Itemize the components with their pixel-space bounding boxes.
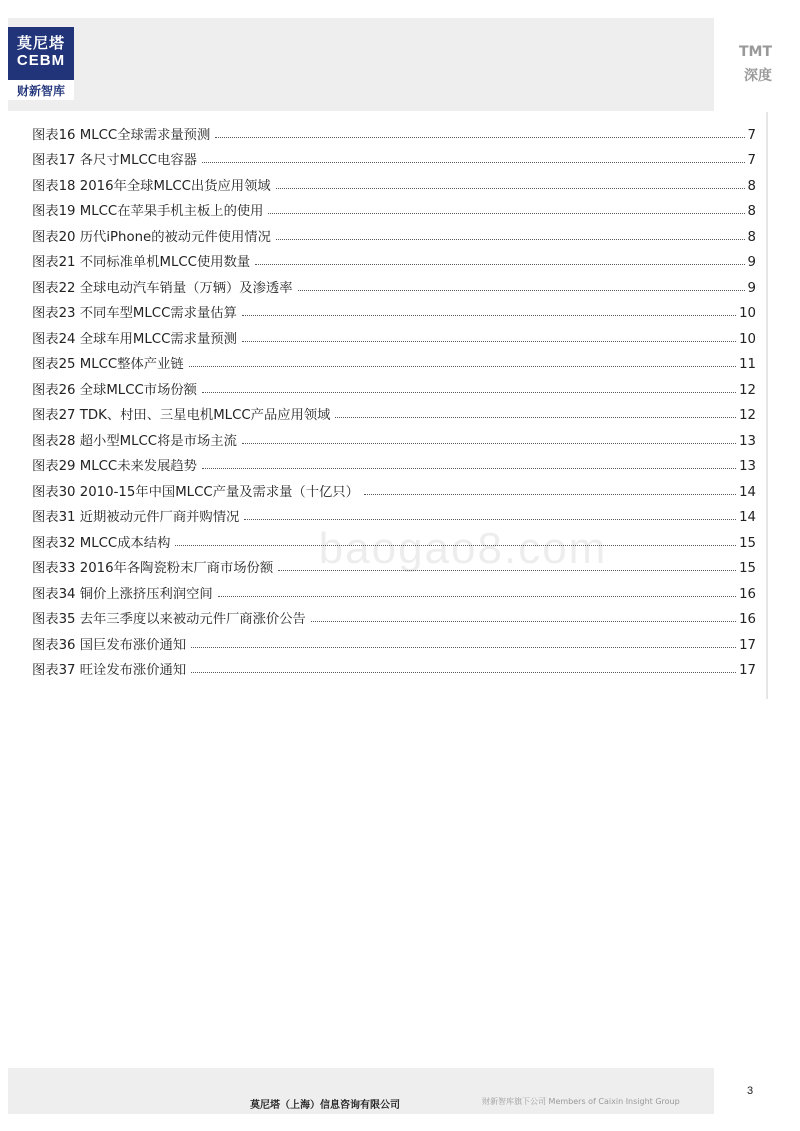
- toc-entry-title: 图表24 全球车用MLCC需求量预测: [32, 331, 237, 347]
- toc-dot-leader: [242, 315, 736, 316]
- toc-entry[interactable]: [32, 117, 756, 143]
- toc-entry-page: 8: [747, 178, 756, 194]
- toc-dot-leader: [242, 443, 736, 444]
- report-sector: TMT: [738, 44, 772, 60]
- toc-dot-leader: [218, 596, 736, 597]
- toc-entry[interactable]: [32, 270, 756, 296]
- toc-entry-title: 图表22 全球电动汽车销量（万辆）及渗透率: [32, 280, 293, 296]
- report-category-tag: [712, 40, 772, 88]
- toc-entry-title: 图表31 近期被动元件厂商并购情况: [32, 510, 240, 525]
- logo-mark: [8, 27, 74, 80]
- toc-entry-title: 图表34 铜价上涨挤压利润空间: [32, 586, 213, 602]
- report-type: 深度: [744, 68, 772, 84]
- toc-entry[interactable]: [32, 321, 756, 347]
- toc-entry[interactable]: [32, 168, 756, 194]
- footer-group-note: 财新智库旗下公司 Members of Caixin Insight Group: [482, 1097, 680, 1106]
- toc-entry-title: 图表28 超小型MLCC将是市场主流: [32, 433, 237, 449]
- toc-entry-title: 图表21 不同标准单机MLCC使用数量: [32, 255, 251, 270]
- toc-entry-title: 图表23 不同车型MLCC需求量估算: [32, 306, 237, 321]
- toc-entry-page: 11: [739, 357, 756, 372]
- toc-entry-page: 16: [739, 612, 756, 627]
- toc-entry-page: 12: [739, 408, 756, 423]
- toc-entry[interactable]: [32, 449, 756, 475]
- toc-entry-page: 7: [747, 127, 756, 143]
- figure-index-list: [32, 117, 756, 678]
- watermark-text: baogao8.com: [318, 524, 608, 573]
- toc-dot-leader: [202, 392, 736, 393]
- toc-entry[interactable]: [32, 194, 756, 220]
- toc-entry-page: 8: [747, 229, 756, 245]
- toc-entry-page: 17: [739, 663, 756, 678]
- toc-dot-leader: [268, 213, 744, 214]
- toc-entry-title: 图表30 2010-15年中国MLCC产量及需求量（十亿只）: [32, 484, 359, 500]
- toc-entry-title: 图表26 全球MLCC市场份额: [32, 382, 197, 398]
- toc-entry-page: 14: [739, 484, 756, 500]
- toc-entry-title: 图表25 MLCC整体产业链: [32, 357, 184, 372]
- toc-entry-page: 10: [739, 306, 756, 321]
- toc-dot-leader: [189, 366, 736, 367]
- page-number: 3: [747, 1085, 754, 1097]
- toc-entry[interactable]: [32, 653, 756, 679]
- toc-dot-leader: [335, 417, 736, 418]
- toc-entry[interactable]: [32, 627, 756, 653]
- toc-entry[interactable]: [32, 219, 756, 245]
- toc-entry[interactable]: [32, 398, 756, 424]
- toc-dot-leader: [255, 264, 744, 265]
- toc-dot-leader: [276, 239, 745, 240]
- toc-entry-title: 图表35 去年三季度以来被动元件厂商涨价公告: [32, 612, 306, 627]
- company-logo: [8, 27, 74, 100]
- logo-chinese-name: 莫尼塔: [16, 34, 65, 52]
- toc-entry-title: 图表29 MLCC未来发展趋势: [32, 459, 197, 474]
- toc-entry[interactable]: [32, 500, 756, 526]
- toc-dot-leader: [202, 162, 745, 163]
- toc-entry-title: 图表17 各尺寸MLCC电容器: [32, 153, 197, 168]
- toc-dot-leader: [191, 647, 736, 648]
- toc-entry-page: 9: [747, 280, 756, 296]
- toc-dot-leader: [276, 188, 745, 189]
- footer-company-name: 莫尼塔（上海）信息咨询有限公司: [250, 1100, 400, 1111]
- toc-entry[interactable]: [32, 474, 756, 500]
- toc-entry-page: 15: [739, 535, 756, 551]
- toc-entry[interactable]: [32, 576, 756, 602]
- toc-entry-title: 图表18 2016年全球MLCC出货应用领域: [32, 178, 271, 194]
- content-border: [766, 112, 768, 699]
- toc-entry[interactable]: [32, 143, 756, 169]
- toc-entry-page: 12: [739, 382, 756, 398]
- toc-entry-page: 13: [739, 459, 756, 474]
- toc-entry[interactable]: [32, 372, 756, 398]
- toc-dot-leader: [311, 621, 736, 622]
- toc-entry-page: 13: [739, 433, 756, 449]
- toc-dot-leader: [364, 494, 736, 495]
- header-band: [8, 18, 714, 111]
- toc-entry-title: 图表37 旺诠发布涨价通知: [32, 663, 187, 678]
- toc-entry-page: 16: [739, 586, 756, 602]
- toc-entry-page: 10: [739, 331, 756, 347]
- toc-entry-page: 9: [747, 255, 756, 270]
- toc-entry-title: 图表36 国巨发布涨价通知: [32, 637, 187, 653]
- toc-dot-leader: [191, 672, 736, 673]
- logo-subtitle: 财新智库: [16, 84, 65, 98]
- toc-dot-leader: [202, 468, 736, 469]
- toc-entry[interactable]: [32, 245, 756, 271]
- toc-entry-page: 17: [739, 637, 756, 653]
- toc-entry[interactable]: [32, 296, 756, 322]
- toc-entry[interactable]: [32, 602, 756, 628]
- toc-dot-leader: [215, 137, 744, 138]
- toc-entry[interactable]: [32, 423, 756, 449]
- toc-entry-page: 7: [747, 153, 756, 168]
- toc-entry-title: 图表27 TDK、村田、三星电机MLCC产品应用领域: [32, 408, 331, 423]
- toc-entry-title: 图表33 2016年各陶瓷粉末厂商市场份额: [32, 561, 274, 576]
- toc-entry-title: 图表20 历代iPhone的被动元件使用情况: [32, 229, 271, 245]
- toc-entry-page: 14: [739, 510, 756, 525]
- toc-entry-title: 图表16 MLCC全球需求量预测: [32, 127, 211, 143]
- toc-entry-title: 图表32 MLCC成本结构: [32, 535, 171, 551]
- logo-english-name: CEBM: [16, 52, 66, 69]
- toc-entry-page: 8: [747, 204, 756, 219]
- toc-dot-leader: [244, 519, 736, 520]
- toc-entry[interactable]: [32, 347, 756, 373]
- toc-entry-page: 15: [739, 561, 756, 576]
- toc-dot-leader: [242, 341, 736, 342]
- toc-dot-leader: [298, 290, 745, 291]
- toc-entry-title: 图表19 MLCC在苹果手机主板上的使用: [32, 204, 264, 219]
